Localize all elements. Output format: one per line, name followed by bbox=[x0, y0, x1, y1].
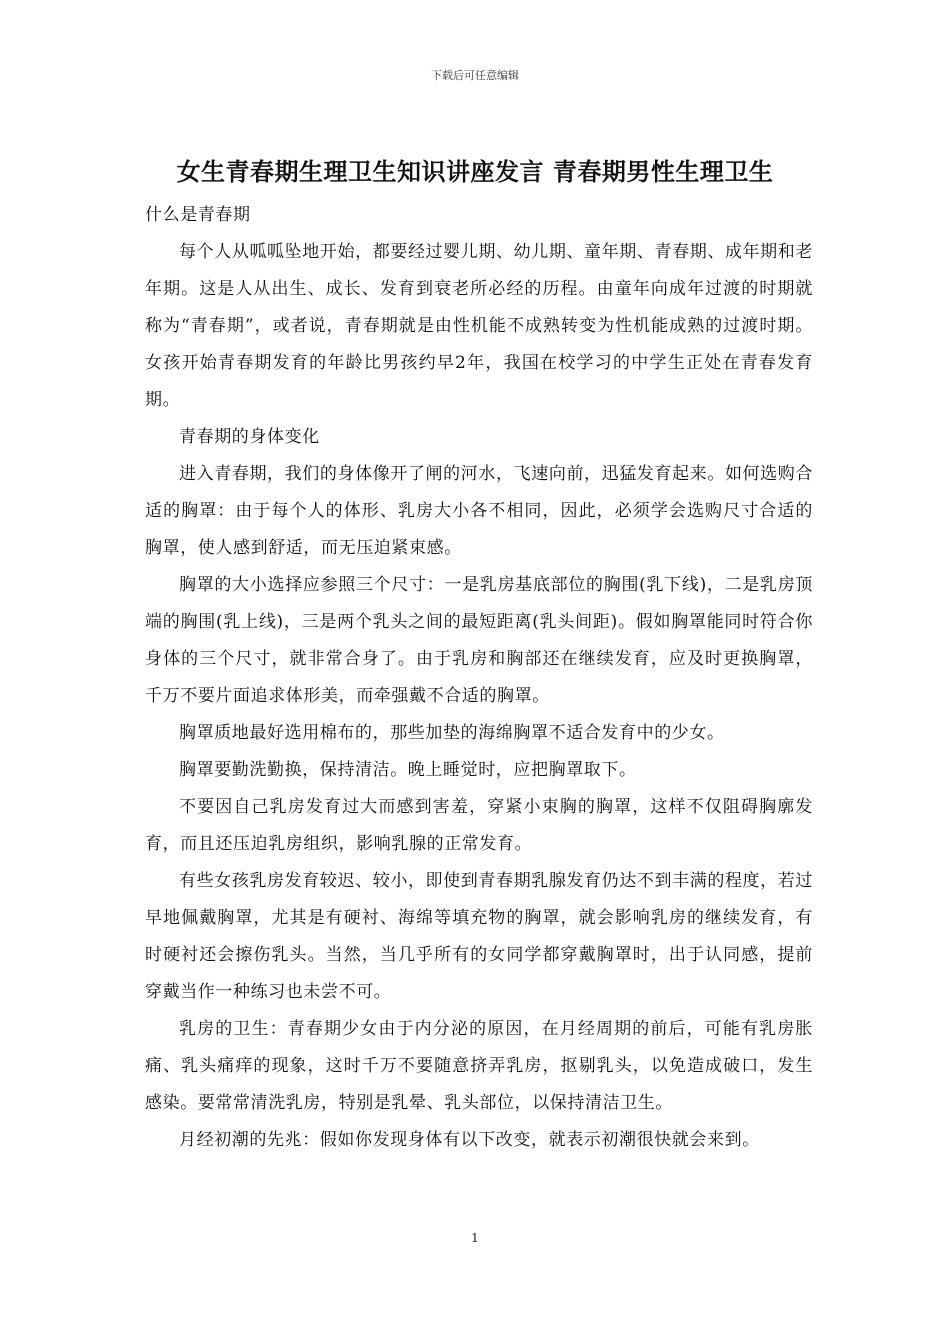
header-note: 下载后可任意编辑 bbox=[431, 69, 519, 82]
body-paragraph: 胸罩的大小选择应参照三个尺寸：一是乳房基底部位的胸围(乳下线)，二是乳房顶端的胸围(乳上线)，三是两个乳头之间的最短距离(乳头间距)。假如胸罩能同时符合你身体的三个尺寸，就非常合身了。由于乳房和胸部还在继续发育，应及时更换胸罩，千万不要片面追求体形美，而牵强戴不合适的胸罩。 bbox=[145, 575, 813, 706]
document-body bbox=[145, 197, 813, 1159]
page-number: 1 bbox=[471, 1231, 479, 1245]
body-paragraph: 胸罩质地最好选用棉布的，那些加垫的海绵胸罩不适合发育中的少女。 bbox=[179, 723, 725, 743]
body-paragraph: 每个人从呱呱坠地开始，都要经过婴儿期、幼儿期、童年期、青春期、成年期和老年期。这是人从出生、成长、发育到衰老所必经的历程。由童年向成年过渡的时期就称为“青春期”，或者说，青春期就是由性机能不成熟转变为性机能成熟的过渡时期。女孩开始青春期发育的年龄比男孩约早2年，我国在校学习的中学生正处在青春发育期。 bbox=[145, 242, 813, 410]
body-paragraph: 胸罩要勤洗勤换，保持清洁。晚上睡觉时，应把胸罩取下。 bbox=[179, 760, 637, 780]
body-paragraph: 有些女孩乳房发育较迟、较小，即使到青春期乳腺发育仍达不到丰满的程度，若过早地佩戴胸罩，尤其是有硬衬、海绵等填充物的胸罩，就会影响乳房的继续发育，有时硬衬还会擦伤乳头。当然，当几乎所有的女同学都穿戴胸罩时，出于认同感，提前穿戴当作一种练习也未尝不可。 bbox=[145, 871, 813, 1002]
section-heading: 青春期的身体变化 bbox=[179, 427, 320, 447]
body-paragraph: 月经初潮的先兆：假如你发现身体有以下改变，就表示初潮很快就会来到。 bbox=[179, 1130, 760, 1150]
body-paragraph: 乳房的卫生：青春期少女由于内分泌的原因，在月经周期的前后，可能有乳房胀痛、乳头痛痒的现象，这时千万不要随意挤弄乳房，抠剔乳头，以免造成破口，发生感染。要常常清洗乳房，特别是乳晕、乳头部位，以保持清洁卫生。 bbox=[145, 1019, 813, 1113]
document-title: 女生青春期生理卫生知识讲座发言 青春期男性生理卫生 bbox=[176, 157, 774, 186]
body-paragraph: 进入青春期，我们的身体像开了闸的河水，飞速向前，迅猛发育起来。如何选购合适的胸罩：由于每个人的体形、乳房大小各不相同，因此，必须学会选购尺寸合适的胸罩，使人感到舒适，而无压迫紧束感。 bbox=[145, 464, 813, 558]
section-heading: 什么是青春期 bbox=[145, 205, 251, 225]
body-paragraph: 不要因自己乳房发育过大而感到害羞，穿紧小束胸的胸罩，这样不仅阻碍胸廓发育，而且还压迫乳房组织，影响乳腺的正常发育。 bbox=[145, 797, 813, 854]
